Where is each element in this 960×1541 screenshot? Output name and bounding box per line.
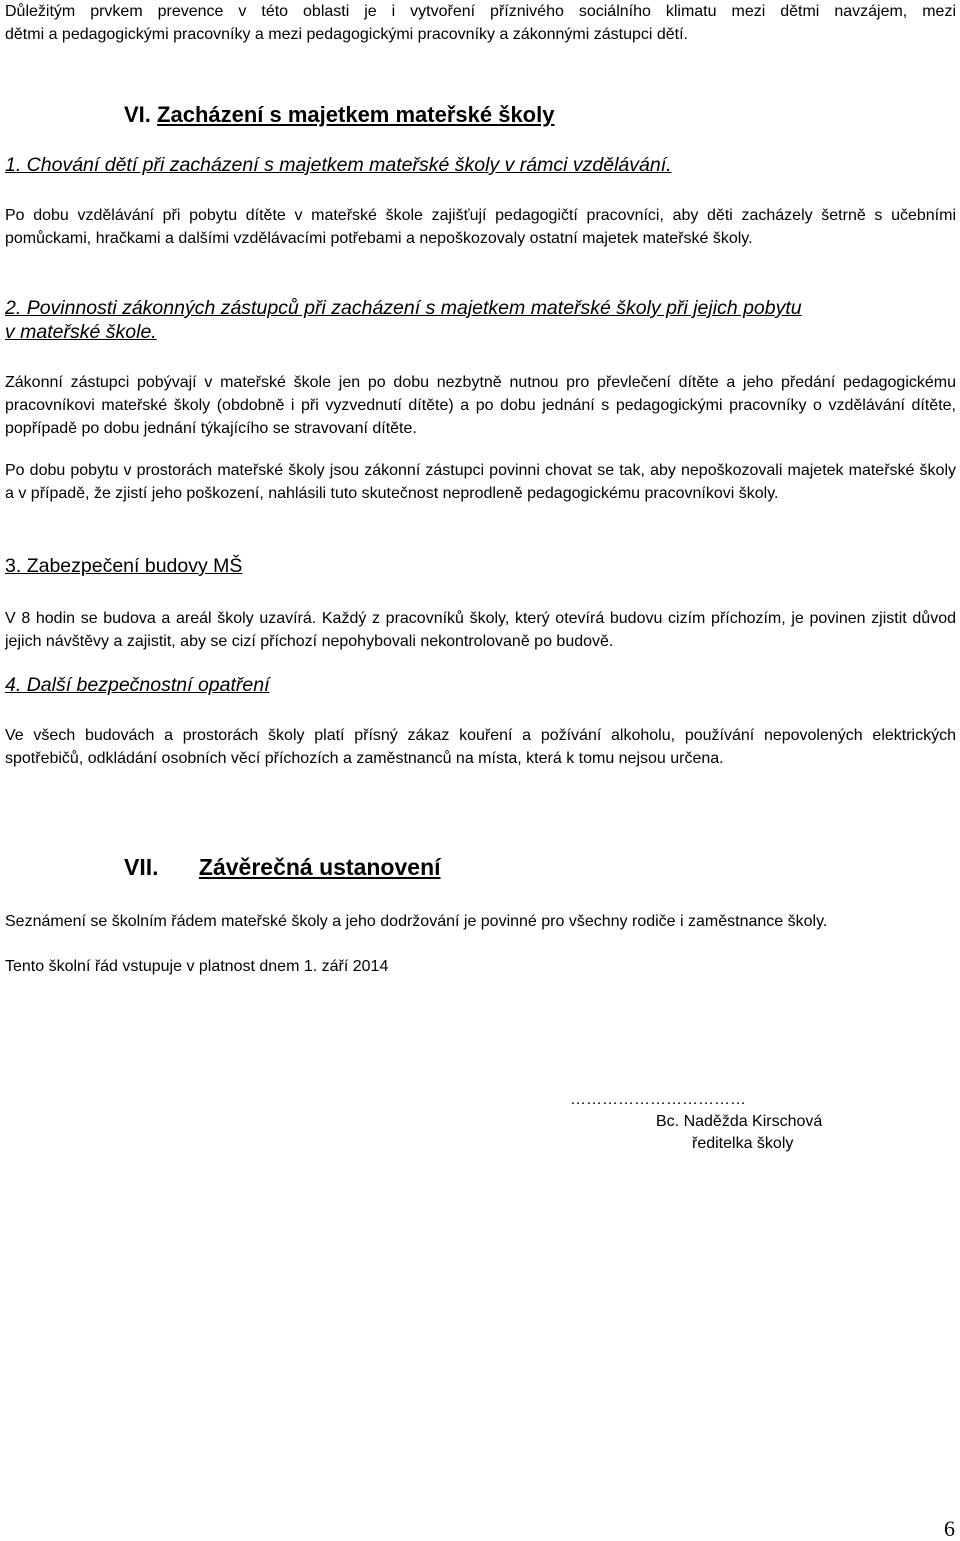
subsection-3-paragraph: V 8 hodin se budova a areál školy uzavírá. Každý z pracovníků školy, který otevírá budovu cizím příchozím, je povinen zjistit důvod jejich návštěvy a zajistit, aby se cizí příchozí nepohybovali nekontrolovaně po budově. [5, 610, 956, 650]
subsection-1-paragraph: Po dobu vzdělávání při pobytu dítěte v mateřské škole zajišťují pedagogičtí pracovníci, aby děti zacházely šetrně s učebními pomůckami, hračkami a dalšími vzdělávacími potřebami a nepoškozovaly ostatní majetek mateřské školy. [5, 207, 956, 247]
section-vii-paragraph-1: Seznámení se školním řádem mateřské školy a jeho dodržování je povinné pro všechny rodiče i zaměstnance školy. [5, 913, 828, 930]
subsection-2-paragraph-1: Zákonní zástupci pobývají v mateřské škole jen po dobu nezbytně nutnou pro převlečení dítěte a jeho předání pedagogickému pracovníkovi mateřské školy (obdobně i při vyzvednutí dítěte) a po dobu jednání s pedagogickými pracovníky o vzdělávání dítěte, popřípadě po dobu jednání týkajícího se stravovaní dítěte. [5, 374, 956, 437]
signature-name: Bc. Naděžda Kirschová [656, 1113, 823, 1130]
subsection-3-title: Zabezpečení budovy MŠ [26, 555, 243, 577]
subsection-2-number: 2. [5, 297, 22, 319]
subsection-2-paragraph-2: Po dobu pobytu v prostorách mateřské školy jsou zákonní zástupci povinni chovat se tak, aby nepoškozovali majetek mateřské školy a v případě, že zjistí jeho poškození, nahlásili tuto skutečnost neprodleně pedagogickému pracovníkovi školy. [5, 462, 956, 502]
section-vii-heading [124, 853, 441, 881]
subsection-2-heading: 2. Povinnosti zákonných zástupců při zacházení s majetkem mateřské školy při jejich pobytu v mateřské škole. [5, 297, 802, 343]
signature-line: …………………………… [570, 1091, 746, 1108]
subsection-4-heading [5, 673, 270, 697]
subsection-3-number: 3. [5, 555, 22, 577]
intro-paragraph: Důležitým prvkem prevence v této oblasti je i vytvoření příznivého sociálního klimatu mezi dětmi navzájem, mezi dětmi a pedagogickými pracovníky a mezi pedagogickými pracovníky a zákonnými zástupci dětí. [5, 3, 956, 43]
subsection-4-title: Další bezpečnostní opatření [26, 674, 270, 696]
section-vii-number: VII. [124, 854, 159, 880]
section-vi-heading [124, 101, 554, 129]
section-vi-number: VI. [124, 102, 151, 127]
subsection-4-number: 4. [5, 674, 22, 696]
page-number: 6 [944, 1516, 955, 1541]
section-vi-title: Zacházení s majetkem mateřské školy [157, 102, 555, 127]
section-vii-paragraph-2: Tento školní řád vstupuje v platnost dnem 1. září 2014 [5, 958, 389, 975]
signature-role: ředitelka školy [692, 1135, 794, 1152]
subsection-4-paragraph: Ve všech budovách a prostorách školy platí přísný zákaz kouření a požívání alkoholu, používání nepovolených elektrických spotřebičů, odkládání osobních věcí příchozích a zaměstnanců na místa, která k tomu nejsou určena. [5, 727, 956, 767]
section-vii-title: Závěrečná ustanovení [198, 854, 441, 880]
subsection-1-heading: 1. Chování dětí při zacházení s majetkem mateřské školy v rámci vzdělávání. [5, 154, 672, 176]
subsection-3-heading [5, 554, 242, 578]
